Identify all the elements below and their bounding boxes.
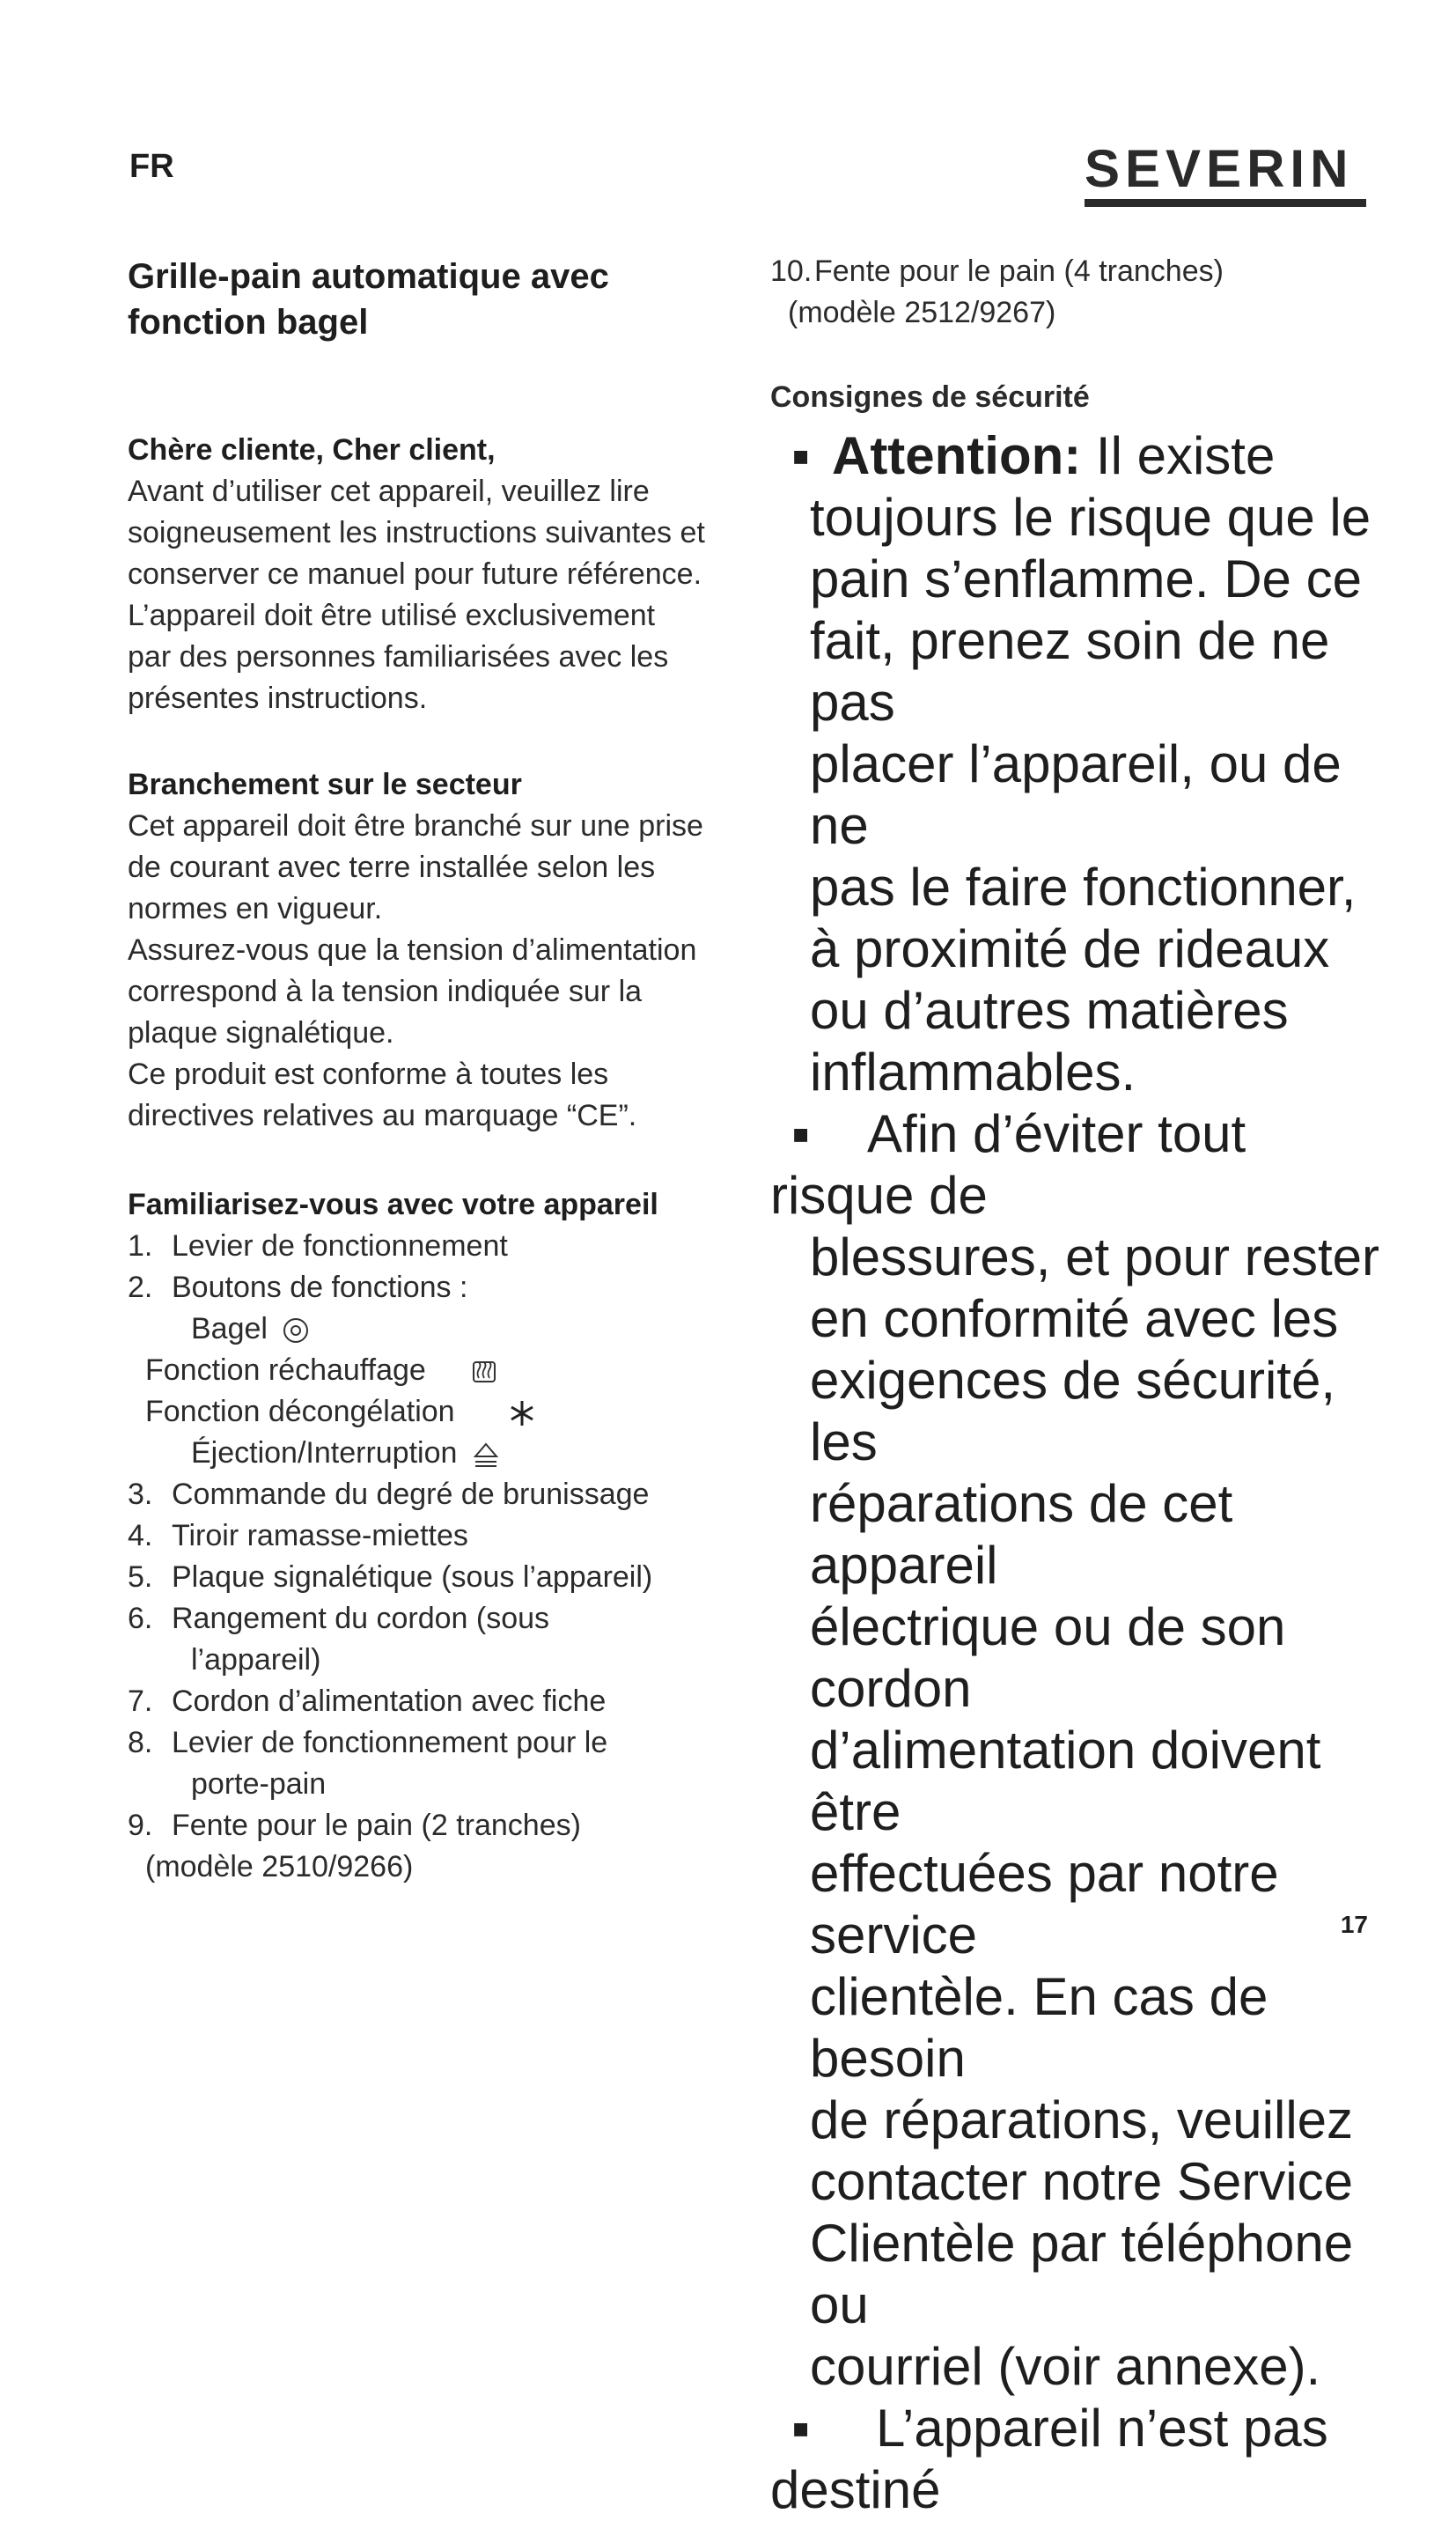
- bullet-line: pas le faire fonctionner,: [810, 858, 1357, 917]
- list-item: [770, 251, 1404, 292]
- intro-heading: Chère cliente, Cher client,: [128, 433, 496, 467]
- item-text: Éjection/Interruption: [191, 1436, 458, 1470]
- eject-icon: [471, 1440, 501, 1470]
- list-subitem: porte-pain: [191, 1767, 327, 1801]
- parts-section: [128, 1184, 735, 1888]
- bullet-line: toujours le risque que le: [810, 488, 1371, 547]
- mains-line: Ce produit est conforme à toutes les: [128, 1058, 609, 1091]
- safety-bullet-3: [770, 2398, 1404, 2521]
- list-subitem: (modèle 2510/9266): [145, 1850, 414, 1883]
- page-number: 17: [1340, 1911, 1368, 1938]
- item-text: Commande du degré de brunissage: [172, 1478, 650, 1511]
- item-text: Levier de fonctionnement: [172, 1229, 508, 1263]
- bullet-line: inflammables.: [810, 1043, 1136, 1102]
- bullet-line: ou d’autres matières: [810, 981, 1289, 1040]
- item-number: 2.: [128, 1271, 153, 1304]
- bullet-line: d’alimentation doivent être: [810, 1721, 1321, 1841]
- list-item: [128, 1557, 735, 1598]
- item-text: Plaque signalétique (sous l’appareil): [172, 1560, 653, 1594]
- mains-line: directives relatives au marquage “CE”.: [128, 1099, 637, 1132]
- bullet-line: contacter notre Service: [810, 2152, 1353, 2211]
- bullet-line: placer l’appareil, ou de ne: [810, 734, 1342, 855]
- mains-heading: Branchement sur le secteur: [128, 768, 522, 801]
- list-item: [128, 1267, 735, 1308]
- parts-heading: Familiarisez-vous avec votre appareil: [128, 1188, 658, 1221]
- item-text: Rangement du cordon (sous: [172, 1602, 550, 1635]
- bullet-line: réparations de cet appareil: [810, 1474, 1233, 1595]
- bullet-line: Clientèle par téléphone ou: [810, 2214, 1354, 2334]
- bullet-line: [770, 1103, 1404, 1227]
- bullet-line: exigences de sécurité, les: [810, 1351, 1336, 1471]
- bullet-text: Afin d’éviter tout risque de: [770, 1104, 1246, 1225]
- bullet-line: [770, 2398, 1404, 2521]
- item-number: 9.: [128, 1809, 153, 1842]
- mains-line: Cet appareil doit être branché sur une prise: [128, 809, 703, 843]
- list-subitem: [128, 1433, 735, 1474]
- intro-line: présentes instructions.: [128, 682, 428, 715]
- list-item: [128, 1681, 735, 1722]
- item-text: Fonction réchauffage: [145, 1353, 426, 1387]
- intro-line: conserver ce manuel pour future référence.: [128, 557, 702, 591]
- list-item: [128, 1515, 735, 1557]
- bullet-marker: ▪: [791, 1104, 811, 1163]
- list-subitem: [128, 1391, 735, 1433]
- list-subitem: [128, 1350, 735, 1391]
- item-number: 1.: [128, 1229, 153, 1263]
- logo-underline: [1085, 199, 1366, 207]
- list-subitem: (modèle 2512/9267): [788, 296, 1056, 329]
- brand-name: SEVERIN: [1085, 139, 1354, 198]
- bullet-line: électrique ou de son cordon: [810, 1597, 1286, 1718]
- item-number: 6.: [128, 1602, 153, 1635]
- item-number: 5.: [128, 1560, 153, 1594]
- mains-line: correspond à la tension indiquée sur la: [128, 975, 643, 1008]
- item-number: 10.: [770, 254, 813, 288]
- bullet-text: Il existe: [1095, 426, 1276, 485]
- safety-bullet-2: [770, 1103, 1404, 2398]
- title-line: fonction bagel: [128, 303, 369, 342]
- item-number: 7.: [128, 1684, 153, 1718]
- brand-logo: [1085, 141, 1366, 207]
- bullet-line: fait, prenez soin de ne pas: [810, 611, 1330, 732]
- intro-section: [128, 430, 735, 719]
- snowflake-icon: [507, 1398, 537, 1428]
- item-text: Fente pour le pain (4 tranches): [814, 254, 1224, 288]
- safety-section: [770, 377, 1404, 2521]
- safety-heading: Consignes de sécurité: [770, 380, 1090, 414]
- bullet-line: clientèle. En cas de besoin: [810, 1967, 1268, 2088]
- bullet-marker: ▪: [791, 2399, 811, 2458]
- mains-section: [128, 764, 735, 1137]
- bullet-text: L’appareil n’est pas destiné: [770, 2399, 1328, 2519]
- bullet-line: de réparations, veuillez: [810, 2090, 1354, 2149]
- item-number: 3.: [128, 1478, 153, 1511]
- parts-list-continued: [770, 251, 1404, 334]
- reheat-icon: [469, 1357, 499, 1387]
- bagel-icon: [281, 1316, 311, 1345]
- item-text: Cordon d’alimentation avec fiche: [172, 1684, 607, 1718]
- safety-bullet-1: [770, 425, 1404, 1103]
- list-item: [128, 1805, 735, 1847]
- mains-line: normes en vigueur.: [128, 892, 383, 925]
- bullet-line: blessures, et pour rester: [810, 1227, 1379, 1286]
- bullet-line: pain s’enflamme. De ce: [810, 549, 1362, 608]
- bullet-line: en conformité avec les: [810, 1289, 1339, 1348]
- bullet-line: courriel (voir annexe).: [810, 2337, 1321, 2396]
- mains-line: Assurez-vous que la tension d’alimentation: [128, 933, 697, 967]
- list-item: [128, 1598, 735, 1640]
- language-code: FR: [129, 148, 174, 185]
- intro-line: soigneusement les instructions suivantes et: [128, 516, 705, 549]
- item-number: 8.: [128, 1726, 153, 1759]
- bullet-line: effectuées par notre service: [810, 1844, 1279, 1964]
- title-line: Grille-pain automatique avec: [128, 257, 609, 296]
- document-title: [128, 254, 691, 345]
- mains-line: plaque signalétique.: [128, 1016, 394, 1050]
- item-text: Boutons de fonctions :: [172, 1271, 468, 1304]
- list-item: [128, 1722, 735, 1764]
- intro-line: L’appareil doit être utilisé exclusivement: [128, 599, 656, 632]
- mains-line: de courant avec terre installée selon les: [128, 851, 656, 884]
- list-item: [128, 1226, 735, 1267]
- parts-list: [128, 1226, 735, 1888]
- item-number: 4.: [128, 1519, 153, 1552]
- intro-line: par des personnes familiarisées avec les: [128, 640, 669, 674]
- intro-line: Avant d’utiliser cet appareil, veuillez lire: [128, 475, 650, 508]
- list-item: [128, 1474, 735, 1515]
- attention-label: Attention:: [832, 426, 1082, 485]
- bullet-line: à proximité de rideaux: [810, 919, 1330, 978]
- bullet-marker: ▪: [791, 426, 811, 485]
- item-text: Bagel: [191, 1312, 268, 1345]
- item-text: Fonction décongélation: [145, 1395, 455, 1428]
- item-text: Fente pour le pain (2 tranches): [172, 1809, 581, 1842]
- item-text: Tiroir ramasse-miettes: [172, 1519, 468, 1552]
- list-subitem: [128, 1308, 735, 1350]
- item-text: Levier de fonctionnement pour le: [172, 1726, 608, 1759]
- list-subitem: l’appareil): [191, 1643, 321, 1677]
- bullet-line: [770, 425, 1404, 487]
